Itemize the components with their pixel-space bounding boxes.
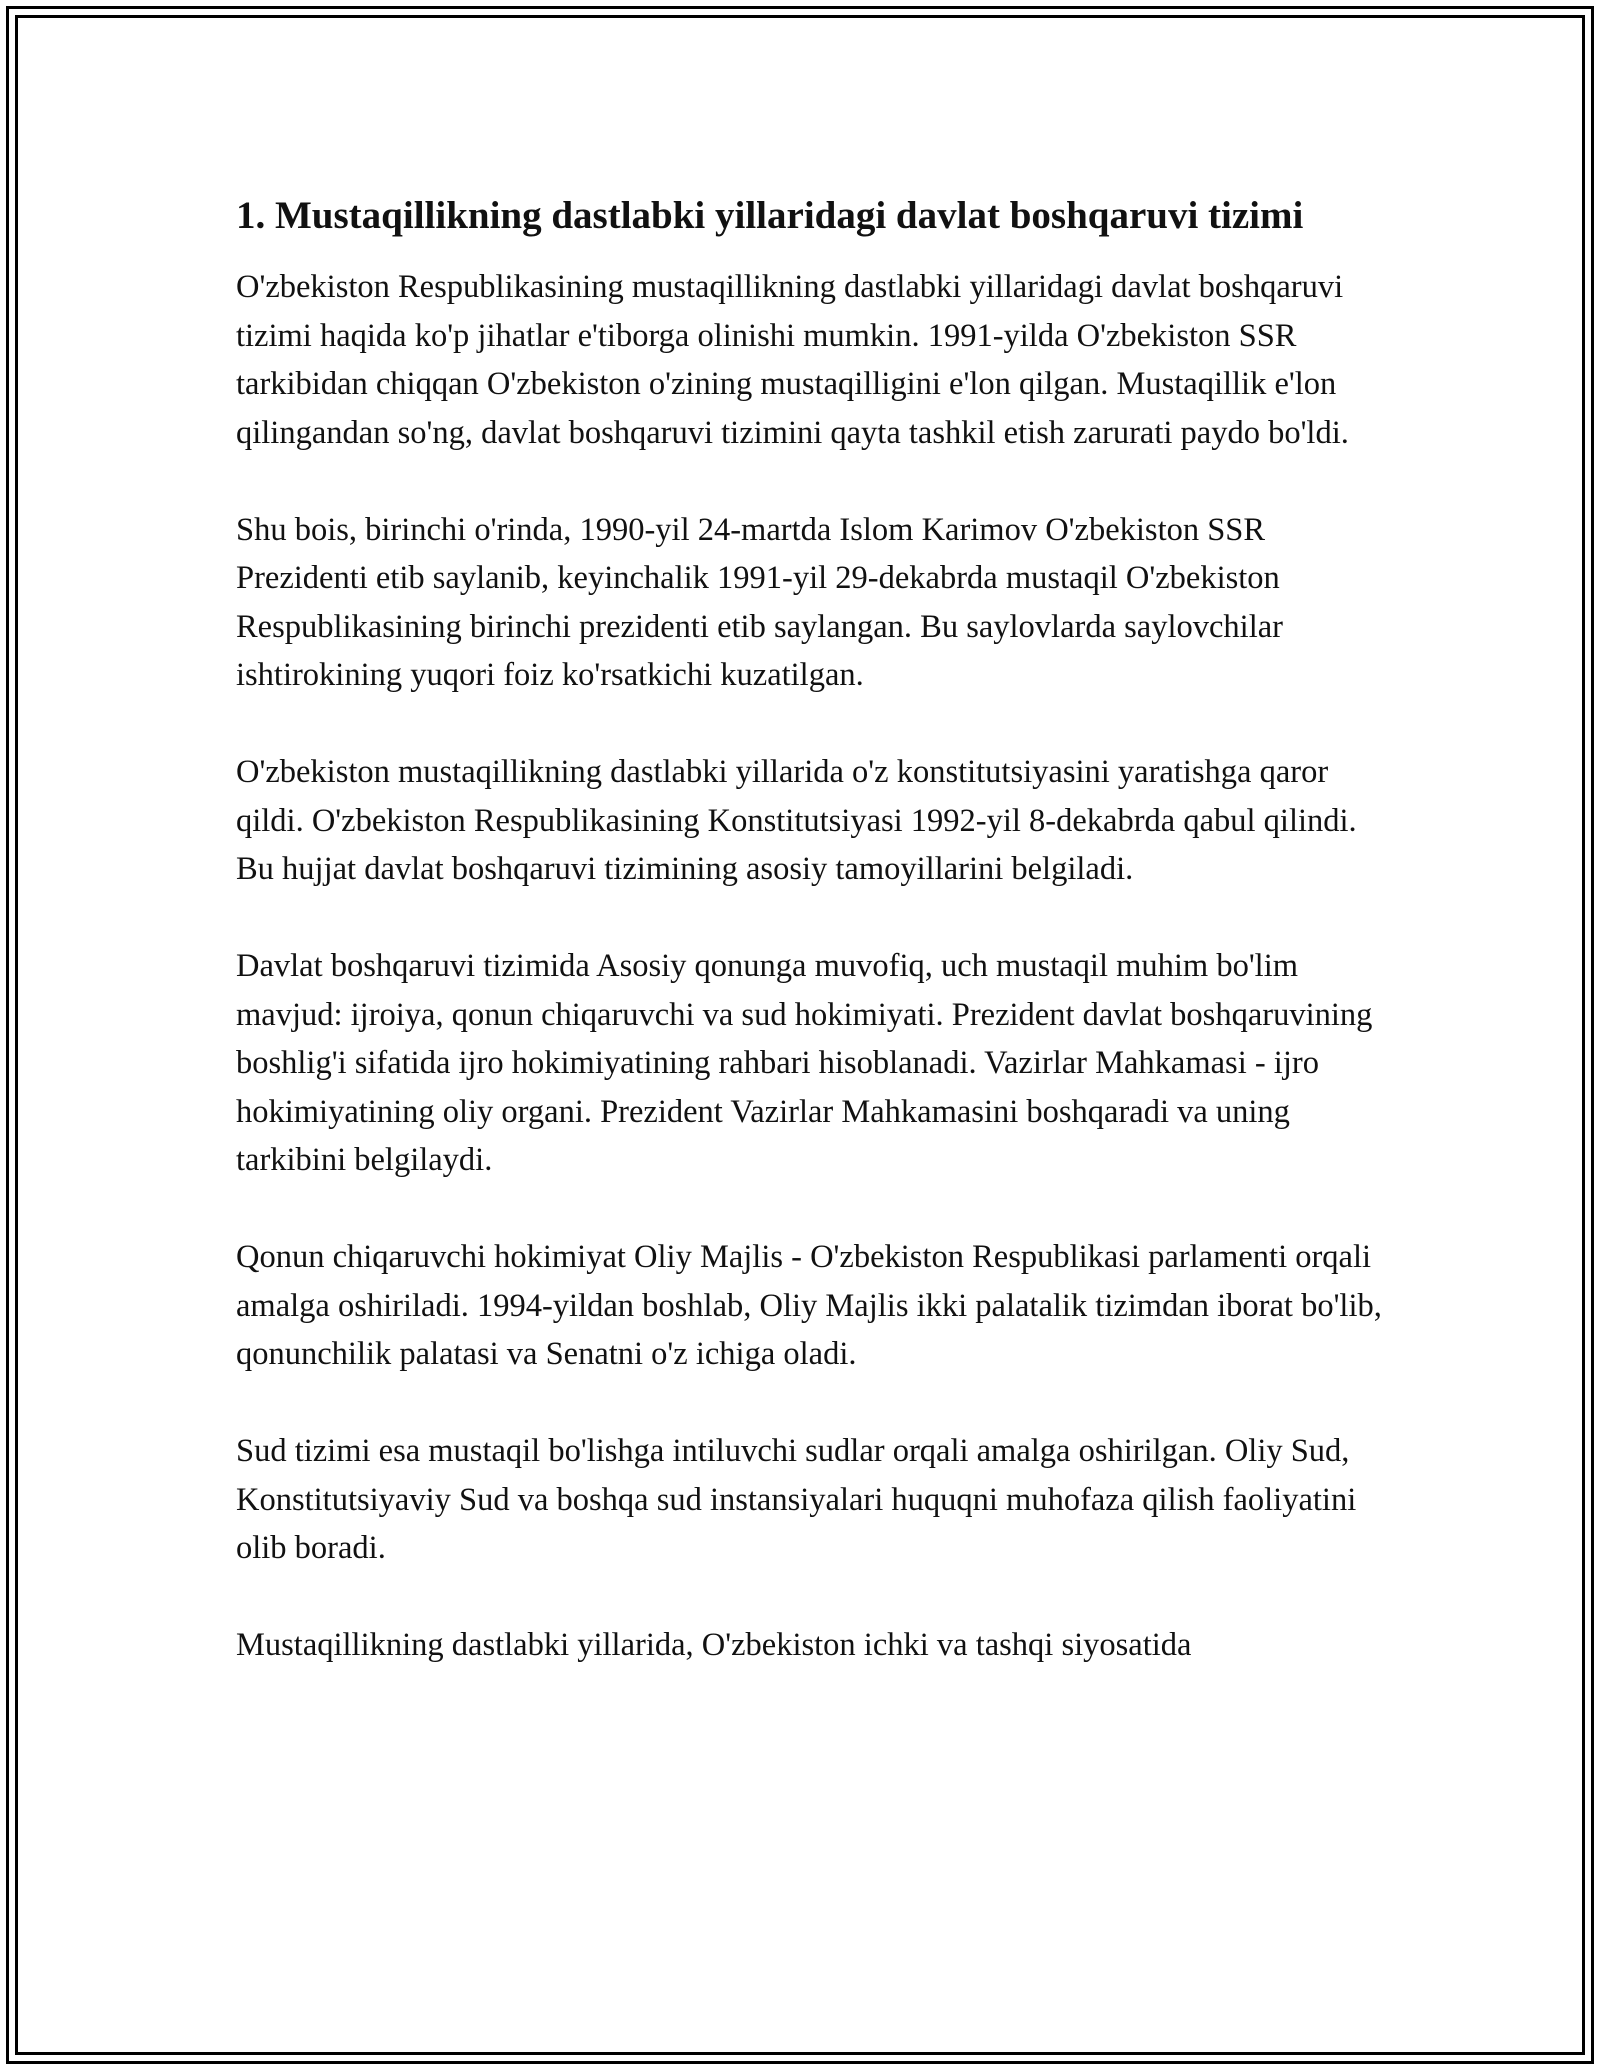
paragraph-constitution: O'zbekiston mustaqillikning dastlabki yillarida o'z konstitutsiyasini yaratishga qaror qildi. O'zbekiston Respublikasining Konstitutsiyasi 1992-yil 8-dekabrda qabul qilindi. Bu hujjat davlat boshqaruvi tizimining asosiy tamoyillarini belgiladi. — [236, 754, 1357, 887]
paragraph-branches-of-power: Davlat boshqaruvi tizimida Asosiy qonunga muvofiq, uch mustaqil muhim bo'lim mavjud: ijroiya, qonun chiqaruvchi va sud hokimiyati. Prezident davlat boshqaruvining boshlig'i sifatida ijro hokimiyatining rahbari hisoblanadi. Vazirlar Mahkamasi - ijro hokimiyatining oliy organi. Prezident Vazirlar Mahkamasini boshqaradi va uning tarkibini belgilaydi. — [236, 948, 1373, 1178]
paragraph-judicial-branch: Sud tizimi esa mustaqil bo'lishga intiluvchi sudlar orqali amalga oshirilgan. Oliy Sud, Konstitutsiyaviy Sud va boshqa sud instansiyalari huquqni muhofaza qilish faoliyatini olib boradi. — [236, 1433, 1357, 1566]
paragraph-independence-intro: O'zbekiston Respublikasining mustaqillikning dastlabki yillaridagi davlat boshqaruvi tizimi haqida ko'p jihatlar e'tiborga olinishi mumkin. 1991-yilda O'zbekiston SSR tarkibidan chiqqan O'zbekiston o'zining mustaqilligini e'lon qilgan. Mustaqillik e'lon qilingandan so'ng, davlat boshqaruvi tizimini qayta tashkil etish zarurati paydo bo'ldi. — [236, 269, 1349, 451]
paragraph-first-president: Shu bois, birinchi o'rinda, 1990-yil 24-martda Islom Karimov O'zbekiston SSR Prezidenti etib saylanib, keyinchalik 1991-yil 29-dekabrda mustaqil O'zbekiston Respublikasining birinchi prezidenti etib saylangan. Bu saylovlarda saylovchilar ishtirokining yuqori foiz ko'rsatkichi kuzatilgan. — [236, 511, 1283, 693]
section-heading: 1. Mustaqillikning dastlabki yillaridagi davlat boshqaruvi tizimi — [236, 194, 1304, 237]
paragraph-legislative-branch: Qonun chiqaruvchi hokimiyat Oliy Majlis - O'zbekiston Respublikasi parlamenti orqali amalga oshiriladi. 1994-yildan boshlab, Oliy Majlis ikki palatalik tizimdan iborat bo'lib, qonunchilik palatasi va Senatni o'z ichiga oladi. — [236, 1239, 1382, 1372]
paragraph-policy-continued: Mustaqillikning dastlabki yillarida, O'zbekiston ichki va tashqi siyosatida — [236, 1627, 1192, 1663]
document-body — [236, 188, 1386, 1718]
